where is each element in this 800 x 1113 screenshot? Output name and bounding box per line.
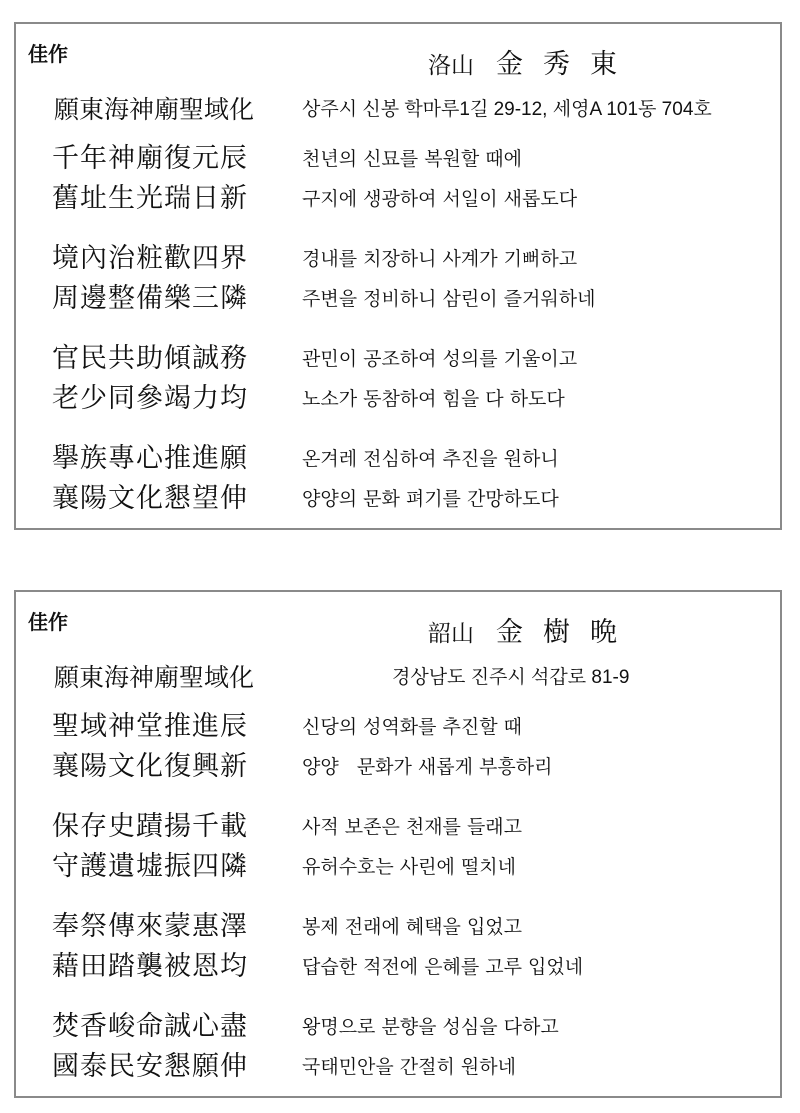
hangul-translation: 왕명으로 분향을 성심을 다하고 bbox=[302, 1016, 559, 1038]
hangul-translation: 양양 문화가 새롭게 부흥하리 bbox=[302, 756, 553, 778]
poem-line bbox=[16, 336, 780, 376]
hanja-verse: 擧族專心推進願 bbox=[52, 443, 248, 474]
poem-line bbox=[16, 176, 780, 216]
hangul-translation: 천년의 신묘를 복원할 때에 bbox=[302, 148, 523, 170]
poem-stanza bbox=[16, 704, 780, 804]
hanja-verse: 保存史蹟揚千載 bbox=[52, 811, 248, 842]
hangul-translation: 봉제 전래에 혜택을 입었고 bbox=[302, 916, 523, 938]
poem-line bbox=[16, 904, 780, 944]
hangul-translation: 사적 보존은 천재를 들래고 bbox=[302, 816, 523, 838]
hanja-verse: 聖域神堂推進辰 bbox=[52, 711, 248, 742]
poem-body bbox=[16, 136, 780, 536]
hanja-verse: 境內治粧歡四界 bbox=[52, 243, 248, 274]
hanja-verse: 周邊整備樂三隣 bbox=[52, 283, 248, 314]
hangul-translation: 관민이 공조하여 성의를 기울이고 bbox=[302, 348, 578, 370]
hanja-verse: 官民共助傾誠務 bbox=[52, 343, 248, 374]
poem-stanza bbox=[16, 336, 780, 436]
hangul-translation: 답습한 적전에 은혜를 고루 입었네 bbox=[302, 956, 584, 978]
poem-line bbox=[16, 476, 780, 516]
hangul-translation: 주변을 정비하니 삼린이 즐거워하네 bbox=[302, 288, 596, 310]
hanja-verse: 守護遺墟振四隣 bbox=[52, 851, 248, 882]
hangul-translation: 온겨레 전심하여 추진을 원하니 bbox=[302, 448, 559, 470]
author-pen-name: 洛山 bbox=[428, 53, 474, 79]
poem-line bbox=[16, 1044, 780, 1084]
author-line bbox=[428, 42, 637, 81]
author-pen-name: 韶山 bbox=[428, 621, 474, 647]
poem-line bbox=[16, 1004, 780, 1044]
poem-stanza bbox=[16, 136, 780, 236]
author-address: 경상남도 진주시 석갑로 81-9 bbox=[392, 667, 630, 688]
author-name: 金秀東 bbox=[496, 49, 637, 80]
author-name: 金樹晩 bbox=[496, 617, 637, 648]
poem-line bbox=[16, 376, 780, 416]
author-line bbox=[428, 610, 637, 649]
hangul-translation: 경내를 치장하니 사계가 기뻐하고 bbox=[302, 248, 578, 270]
poem-stanza bbox=[16, 1004, 780, 1104]
hanja-verse: 藉田踏襲被恩均 bbox=[52, 951, 248, 982]
hangul-translation: 유허수호는 사린에 떨치네 bbox=[302, 856, 516, 878]
poem-line bbox=[16, 844, 780, 884]
hanja-verse: 奉祭傳來蒙惠澤 bbox=[52, 911, 248, 942]
poem-line bbox=[16, 276, 780, 316]
hanja-verse: 焚香峻命誠心盡 bbox=[52, 1011, 248, 1042]
award-label: 佳作 bbox=[28, 610, 68, 634]
hanja-verse: 舊址生光瑞日新 bbox=[52, 183, 248, 214]
hangul-translation: 국태민안을 간절히 원하네 bbox=[302, 1056, 516, 1078]
award-label: 佳作 bbox=[28, 42, 68, 66]
hangul-translation: 노소가 동참하여 힘을 다 하도다 bbox=[302, 388, 565, 410]
poem-entry-card bbox=[14, 590, 782, 1098]
hanja-verse: 襄陽文化復興新 bbox=[52, 751, 248, 782]
poem-stanza bbox=[16, 904, 780, 1004]
hangul-translation: 구지에 생광하여 서일이 새롭도다 bbox=[302, 188, 578, 210]
poem-stanza bbox=[16, 804, 780, 904]
hanja-verse: 襄陽文化懇望伸 bbox=[52, 483, 248, 514]
hanja-verse: 千年神廟復元辰 bbox=[52, 143, 248, 174]
poem-line bbox=[16, 744, 780, 784]
hangul-translation: 신당의 성역화를 추진할 때 bbox=[302, 716, 523, 738]
poem-theme: 願東海神廟聖域化 bbox=[54, 95, 255, 124]
poem-theme: 願東海神廟聖域化 bbox=[54, 663, 255, 692]
poem-line bbox=[16, 944, 780, 984]
poem-body bbox=[16, 704, 780, 1104]
poem-stanza bbox=[16, 436, 780, 536]
poem-line bbox=[16, 236, 780, 276]
hanja-verse: 國泰民安懇願伸 bbox=[52, 1051, 248, 1082]
poem-stanza bbox=[16, 236, 780, 336]
author-address: 상주시 신봉 학마루1길 29-12, 세영A 101동 704호 bbox=[302, 99, 712, 120]
poem-line bbox=[16, 804, 780, 844]
poem-line bbox=[16, 136, 780, 176]
poem-line bbox=[16, 704, 780, 744]
poem-line bbox=[16, 436, 780, 476]
poem-entry-card bbox=[14, 22, 782, 530]
hangul-translation: 양양의 문화 펴기를 간망하도다 bbox=[302, 488, 559, 510]
hanja-verse: 老少同參竭力均 bbox=[52, 383, 248, 414]
